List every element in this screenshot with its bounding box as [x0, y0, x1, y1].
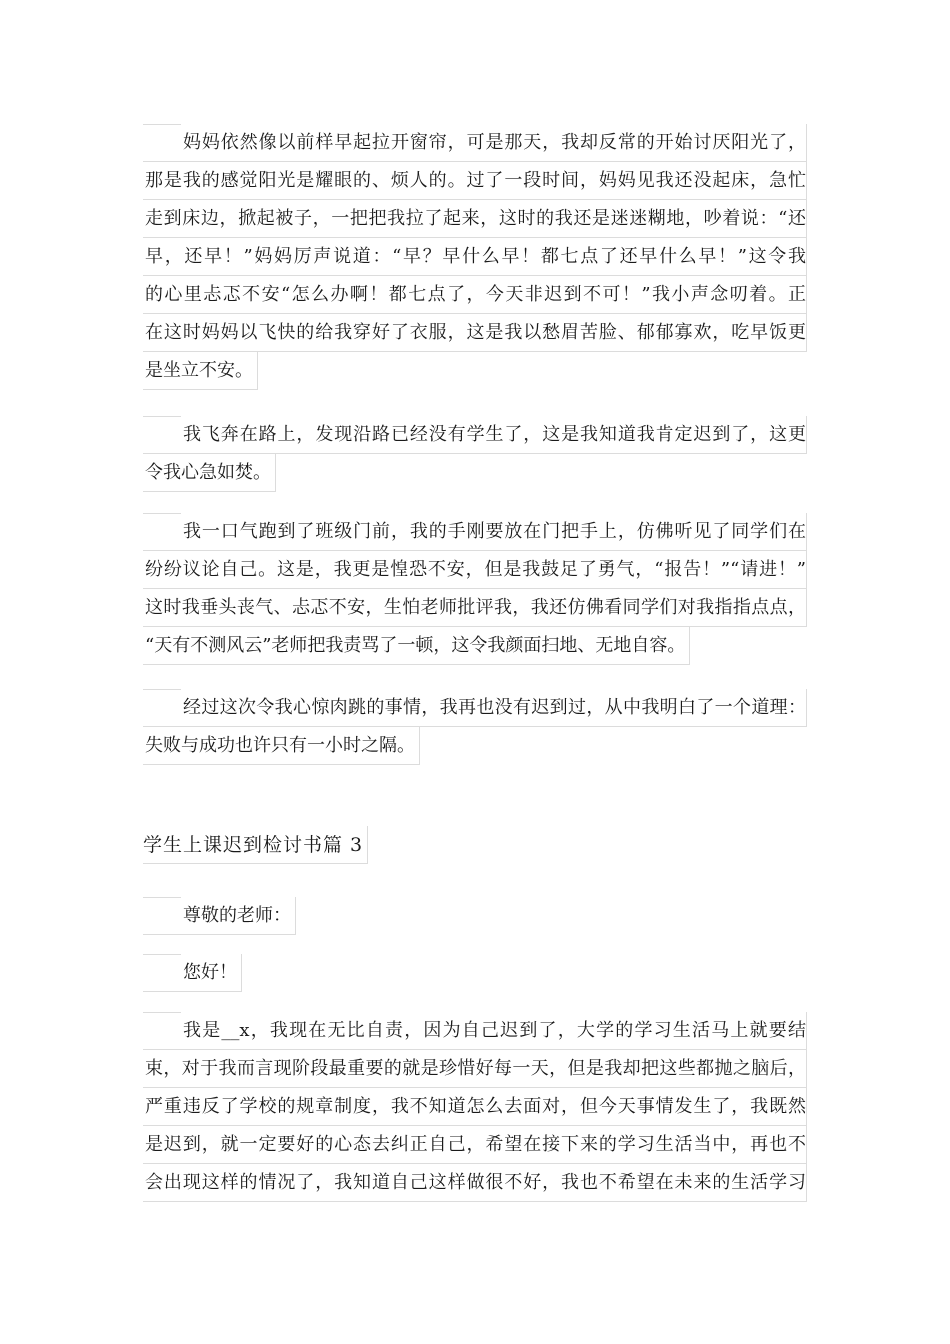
paragraph-1: [143, 124, 807, 394]
paragraph-2: [143, 416, 807, 496]
text-line: 我一口气跑到了班级门前，我的手刚要放在门把手上，仿佛听见了同学们在: [143, 513, 807, 551]
hello-line: 您好！: [143, 954, 242, 992]
text-line: 失败与成功也许只有一小时之隔。: [143, 727, 420, 765]
text-line: 是坐立不安。: [143, 352, 258, 390]
text-line: 我是__x，我现在无比自责，因为自己迟到了，大学的学习生活马上就要结: [143, 1012, 807, 1050]
paragraph-3: [143, 513, 807, 669]
greeting-line: 尊敬的老师：: [143, 897, 296, 935]
greeting-block: [143, 897, 296, 939]
text-line: 是迟到，就一定要好的心态去纠正自己，希望在接下来的学习生活当中，再也不: [143, 1126, 807, 1164]
paragraph-4: [143, 689, 807, 769]
text-line: 妈妈依然像以前样早起拉开窗帘，可是那天，我却反常的开始讨厌阳光了，: [143, 124, 807, 162]
text-line: 那是我的感觉阳光是耀眼的、烦人的。过了一段时间，妈妈见我还没起床，急忙: [143, 162, 807, 200]
section-heading: 学生上课迟到检讨书篇 3: [143, 826, 368, 864]
text-line: 束，对于我而言现阶段最重要的就是珍惜好每一天，但是我却把这些都抛之脑后，: [143, 1050, 807, 1088]
text-line: 严重违反了学校的规章制度，我不知道怎么去面对，但今天事情发生了，我既然: [143, 1088, 807, 1126]
text-line: 令我心急如焚。: [143, 454, 276, 492]
text-line: 纷纷议论自己。这是，我更是惶恐不安，但是我鼓足了勇气，“报告！”“请进！”: [143, 551, 807, 589]
text-line: 早，还早！”妈妈厉声说道：“早？早什么早！都七点了还早什么早！”这令我: [143, 238, 807, 276]
text-line: 走到床边，掀起被子，一把把我拉了起来，这时的我还是迷迷糊地，吵着说：“还: [143, 200, 807, 238]
text-line: 经过这次令我心惊肉跳的事情，我再也没有迟到过，从中我明白了一个道理：: [143, 689, 807, 727]
text-line: 在这时妈妈以飞快的给我穿好了衣服，这是我以愁眉苦脸、郁郁寡欢，吃早饭更: [143, 314, 807, 352]
text-line: “天有不测风云”老师把我责骂了一顿，这令我颜面扫地、无地自容。: [143, 627, 690, 665]
text-line: 这时我垂头丧气、忐忑不安，生怕老师批评我，我还仿佛看同学们对我指指点点，: [143, 589, 807, 627]
letter-body: [143, 1012, 807, 1202]
text-line: 的心里忐忑不安“怎么办啊！都七点了，今天非迟到不可！”我小声念叨着。正: [143, 276, 807, 314]
text-line: 会出现这样的情况了，我知道自己这样做很不好，我也不希望在未来的生活学习: [143, 1164, 807, 1202]
hello-block: [143, 954, 242, 996]
text-line: 我飞奔在路上，发现沿路已经没有学生了，这是我知道我肯定迟到了，这更: [143, 416, 807, 454]
